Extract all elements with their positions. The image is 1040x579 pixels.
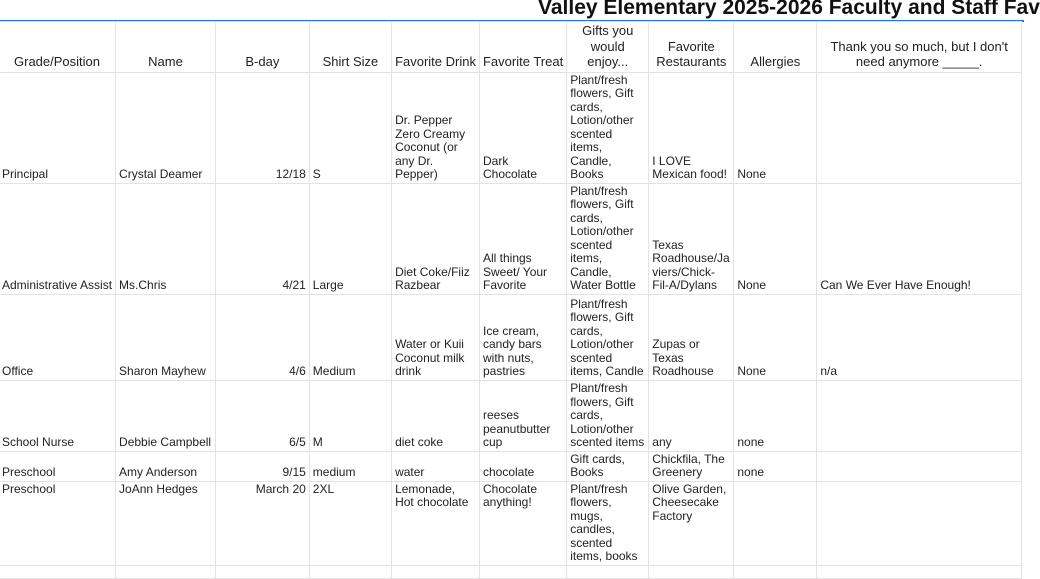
empty-cell[interactable] xyxy=(215,565,309,578)
table-row xyxy=(0,183,1022,294)
cell-restaurants[interactable]: Zupas or Texas Roadhouse xyxy=(649,294,734,380)
cell-allergies[interactable]: None xyxy=(734,72,817,183)
empty-cell[interactable] xyxy=(392,565,480,578)
empty-cell[interactable] xyxy=(116,565,216,578)
cell-bday[interactable]: 4/21 xyxy=(215,183,309,294)
empty-cell[interactable] xyxy=(479,565,566,578)
cell-thanks[interactable] xyxy=(817,380,1022,451)
sheet-title: Valley Elementary 2025-2026 Faculty and Staff Fav xyxy=(538,0,1040,19)
cell-grade[interactable]: Administrative Assist xyxy=(0,183,116,294)
table-row xyxy=(0,294,1022,380)
empty-cell[interactable] xyxy=(0,565,116,578)
header-shirt[interactable]: Shirt Size xyxy=(309,22,391,73)
cell-thanks[interactable] xyxy=(817,481,1022,565)
cell-treat[interactable]: Chocolate anything! xyxy=(479,481,566,565)
cell-drink[interactable]: Lemonade, Hot chocolate xyxy=(392,481,480,565)
cell-bday[interactable]: 12/18 xyxy=(215,72,309,183)
header-allergies[interactable]: Allergies xyxy=(734,22,817,73)
cell-bday[interactable]: March 20 xyxy=(215,481,309,565)
cell-allergies[interactable] xyxy=(734,481,817,565)
table-row xyxy=(0,451,1022,481)
cell-shirt[interactable]: Large xyxy=(309,183,391,294)
cell-gifts[interactable]: Plant/fresh flowers, mugs, candles, scented items, books xyxy=(567,481,649,565)
cell-thanks[interactable] xyxy=(817,72,1022,183)
cell-treat[interactable]: reeses peanutbutter cup xyxy=(479,380,566,451)
cell-allergies[interactable]: none xyxy=(734,380,817,451)
cell-name[interactable]: Ms.Chris xyxy=(116,183,216,294)
empty-cell[interactable] xyxy=(649,565,734,578)
cell-restaurants[interactable]: I LOVE Mexican food! xyxy=(649,72,734,183)
empty-cell[interactable] xyxy=(734,565,817,578)
cell-shirt[interactable]: Medium xyxy=(309,294,391,380)
cell-restaurants[interactable]: Texas Roadhouse/Javiers/Chick-Fil-A/Dylans xyxy=(649,183,734,294)
cell-allergies[interactable]: None xyxy=(734,183,817,294)
cell-thanks[interactable] xyxy=(817,451,1022,481)
cell-drink[interactable]: Water or Kuii Coconut milk drink xyxy=(392,294,480,380)
cell-name[interactable]: JoAnn Hedges xyxy=(116,481,216,565)
cell-grade[interactable]: Office xyxy=(0,294,116,380)
cell-drink[interactable]: diet coke xyxy=(392,380,480,451)
header-grade[interactable]: Grade/Position xyxy=(0,22,116,73)
cell-treat[interactable]: All things Sweet/ Your Favorite xyxy=(479,183,566,294)
cell-drink[interactable]: Diet Coke/Fiiz Razbear xyxy=(392,183,480,294)
empty-cell[interactable] xyxy=(817,565,1022,578)
header-drink[interactable]: Favorite Drink xyxy=(392,22,480,73)
cell-thanks[interactable]: n/a xyxy=(817,294,1022,380)
cell-grade[interactable]: School Nurse xyxy=(0,380,116,451)
cell-grade[interactable]: Principal xyxy=(0,72,116,183)
header-bday[interactable]: B-day xyxy=(215,22,309,73)
cell-restaurants[interactable]: any xyxy=(649,380,734,451)
cell-grade[interactable]: Preschool xyxy=(0,481,116,565)
cell-shirt[interactable]: 2XL xyxy=(309,481,391,565)
cell-drink[interactable]: Dr. Pepper Zero Creamy Coconut (or any Dr. Pepper) xyxy=(392,72,480,183)
cell-bday[interactable]: 6/5 xyxy=(215,380,309,451)
cell-name[interactable]: Crystal Deamer xyxy=(116,72,216,183)
header-restaurants[interactable]: Favorite Restaurants xyxy=(649,22,734,73)
cell-treat[interactable]: Ice cream, candy bars with nuts, pastries xyxy=(479,294,566,380)
cell-allergies[interactable]: none xyxy=(734,451,817,481)
header-name[interactable]: Name xyxy=(116,22,216,73)
cell-bday[interactable]: 4/6 xyxy=(215,294,309,380)
cell-name[interactable]: Amy Anderson xyxy=(116,451,216,481)
cell-bday[interactable]: 9/15 xyxy=(215,451,309,481)
cell-gifts[interactable]: Plant/fresh flowers, Gift cards, Lotion/other scented items xyxy=(567,380,649,451)
cell-gifts[interactable]: Gift cards, Books xyxy=(567,451,649,481)
cell-drink[interactable]: water xyxy=(392,451,480,481)
cell-name[interactable]: Debbie Campbell xyxy=(116,380,216,451)
table-row xyxy=(0,72,1022,183)
cell-shirt[interactable]: M xyxy=(309,380,391,451)
cell-allergies[interactable]: None xyxy=(734,294,817,380)
cell-gifts[interactable]: Plant/fresh flowers, Gift cards, Lotion/other scented items, Candle, Books xyxy=(567,72,649,183)
empty-cell[interactable] xyxy=(567,565,649,578)
cell-thanks[interactable]: Can We Ever Have Enough! xyxy=(817,183,1022,294)
cell-treat[interactable]: chocolate xyxy=(479,451,566,481)
table-row xyxy=(0,380,1022,451)
cell-restaurants[interactable]: Olive Garden, Cheesecake Factory xyxy=(649,481,734,565)
cell-name[interactable]: Sharon Mayhew xyxy=(116,294,216,380)
cell-gifts[interactable]: Plant/fresh flowers, Gift cards, Lotion/other scented items, Candle, Water Bottle xyxy=(567,183,649,294)
table-row-empty xyxy=(0,565,1022,578)
header-treat[interactable]: Favorite Treat xyxy=(479,22,566,73)
header-thanks[interactable]: Thank you so much, but I don't need anymore _____. xyxy=(817,22,1022,73)
header-row xyxy=(0,22,1022,73)
cell-shirt[interactable]: S xyxy=(309,72,391,183)
cell-restaurants[interactable]: Chickfila, The Greenery xyxy=(649,451,734,481)
faculty-favorites-table xyxy=(0,21,1022,579)
header-gifts[interactable]: Gifts you would enjoy... xyxy=(567,22,649,73)
cell-grade[interactable]: Preschool xyxy=(0,451,116,481)
table-row xyxy=(0,481,1022,565)
cell-gifts[interactable]: Plant/fresh flowers, Gift cards, Lotion/other scented items, Candle xyxy=(567,294,649,380)
cell-shirt[interactable]: medium xyxy=(309,451,391,481)
empty-cell[interactable] xyxy=(309,565,391,578)
cell-treat[interactable]: Dark Chocolate xyxy=(479,72,566,183)
